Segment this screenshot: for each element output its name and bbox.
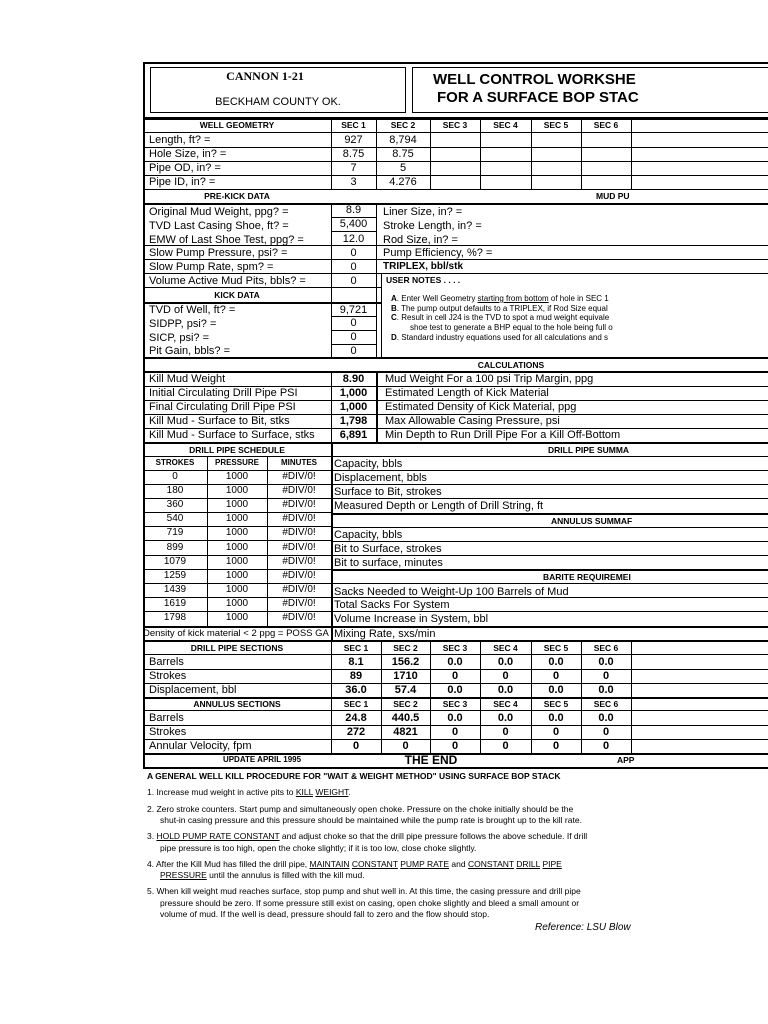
note-a: A. Enter Well Geometry starting from bottom of hole in SEC 1: [391, 294, 609, 303]
ann_sections-cell: 0: [502, 740, 509, 752]
barite-mixing-rate: Mixing Rate, sxs/min: [334, 628, 436, 640]
geom-sec1-od: 7: [350, 162, 357, 174]
ann_sections-cell: 0: [352, 740, 360, 752]
calc-label-kill-mud-weight: Kill Mud Weight: [149, 373, 226, 385]
schedule-pressure: 1000: [225, 485, 249, 497]
calculations-header: CALCULATIONS: [477, 360, 545, 370]
dp_sections-col-sec-5: SEC 5: [543, 643, 569, 653]
kick-value-pit-gain: 0: [350, 345, 357, 357]
schedule-footnote: Density of kick material < 2 ppg = POSS GA: [143, 628, 329, 639]
update-label: UPDATE APRIL 1995: [222, 755, 302, 764]
pump-stroke-length: Stroke Length, in? =: [383, 220, 482, 232]
schedule-pressure: 1000: [225, 569, 249, 581]
dp_sections-cell: 156.2: [391, 656, 420, 668]
dp_sections-row-label: Barrels: [149, 656, 184, 668]
schedule-strokes: 1619: [163, 597, 187, 609]
schedule-strokes: 180: [166, 485, 184, 497]
sec-1-header: SEC 1: [341, 120, 366, 130]
dp_sections-cell: 0: [451, 670, 459, 682]
schedule-minutes: #DIV/0!: [282, 541, 316, 553]
ann_sections-cell: 0: [451, 740, 459, 752]
prekick-value-mud-weight: 8.9: [345, 204, 362, 216]
schedule-minutes: #DIV/0!: [282, 597, 316, 609]
calc-label-icp: Initial Circulating Drill Pipe PSI: [149, 387, 298, 399]
schedule-strokes: 1079: [163, 555, 187, 567]
schedule-pressure: 1000: [225, 527, 249, 539]
calc-label-surface-bit: Kill Mud - Surface to Bit, stks: [149, 415, 290, 427]
procedure-step-4: 4. After the Kill Mud has filled the drill pipe, MAINTAIN CONSTANT PUMP RATE and CONSTANT DRILL PIPE: [147, 859, 562, 869]
ann_sections-col-sec-3: SEC 3: [442, 699, 468, 709]
dp_sections-cell: 36.0: [345, 684, 367, 696]
ann-sections-header: ANNULUS SECTIONS: [193, 699, 281, 709]
ann_sections-cell: 272: [346, 726, 366, 738]
note-d: D. Standard industry equations used for all calculations and s: [391, 333, 609, 342]
geom-sec2-length: 8,794: [389, 134, 417, 146]
prekick-label-slow-rate: Slow Pump Rate, spm? =: [149, 261, 274, 273]
kick-value-sicp: 0: [350, 331, 357, 343]
procedure-step-5-cont-2: volume of mud. If the well is dead, pressure should fall to zero and the flow should stop.: [160, 909, 490, 919]
schedule-minutes: #DIV/0!: [282, 499, 316, 511]
dp_sections-cell: 0: [502, 670, 509, 682]
geom-label-od: Pipe OD, in? =: [149, 162, 221, 174]
calc-right-max-casing: Max Allowable Casing Pressure, psi: [385, 415, 560, 427]
kick-value-tvd: 9,721: [339, 304, 368, 316]
dp_sections-cell: 0.0: [548, 684, 564, 696]
prekick-label-slow-pressure: Slow Pump Pressure, psi? =: [149, 247, 288, 259]
pump-triplex: TRIPLEX, bbl/stk: [383, 261, 464, 272]
procedure-step-2: 2. Zero stroke counters. Start pump and simultaneously open choke. Pressure on the choke initially should be the: [147, 804, 574, 814]
procedure-step-1: 1. Increase mud weight in active pits to KILL WEIGHT.: [147, 787, 351, 797]
barite-sacks-100: Sacks Needed to Weight-Up 100 Barrels of Mud: [334, 586, 569, 598]
dp-summary-surface-bit: Surface to Bit, strokes: [334, 486, 442, 498]
schedule-strokes: 1798: [163, 612, 187, 623]
ann_sections-cell: 24.8: [345, 712, 367, 724]
ann-summary-bit-surface: Bit to Surface, strokes: [334, 543, 442, 555]
schedule-minutes: #DIV/0!: [282, 471, 316, 482]
calc-label-surface-surface: Kill Mud - Surface to Surface, stks: [149, 429, 315, 441]
schedule-pressure: 1000: [225, 583, 249, 595]
schedule-pressure: 1000: [225, 597, 249, 609]
ann_sections-cell: 0.0: [447, 712, 463, 724]
dp_sections-col-sec-6: SEC 6: [593, 643, 619, 653]
calc-value-fcp: 1,000: [339, 401, 368, 413]
dp_sections-cell: 0.0: [447, 656, 463, 668]
prekick-value-pit-volume: 0: [350, 275, 357, 287]
procedure-title: A GENERAL WELL KILL PROCEDURE FOR "WAIT & WEIGHT METHOD" USING SURFACE BOP STACK: [147, 771, 561, 781]
schedule-minutes: #DIV/0!: [282, 569, 316, 581]
user-notes-label: USER NOTES . . . .: [386, 275, 461, 285]
prekick-value-emw: 12.0: [342, 233, 365, 245]
dp-summary-capacity: Capacity, bbls: [334, 458, 403, 470]
procedure-step-5: 5. When kill weight mud reaches surface, stop pump and shut well in. At this time, the casing pressure and drill pipe: [147, 886, 581, 896]
barite-header: BARITE REQUIREMEI: [543, 572, 631, 582]
dp_sections-col-sec-3: SEC 3: [442, 643, 468, 653]
dp_sections-cell: 0: [552, 670, 560, 682]
procedure-step-2-cont: shut-in casing pressure and this pressure should be maintained while the pump rate is brought up to the kill rate.: [160, 815, 582, 825]
location: BECKHAM COUNTY OK.: [215, 96, 341, 108]
schedule-minutes: #DIV/0!: [282, 555, 316, 567]
dp_sections-row-label: Displacement, bbl: [149, 684, 237, 696]
calc-label-fcp: Final Circulating Drill Pipe PSI: [149, 401, 296, 413]
geom-sec1-hole: 8.75: [342, 148, 365, 160]
sec-6-header: SEC 6: [593, 120, 619, 130]
dp_sections-cell: 0.0: [497, 656, 514, 668]
ann_sections-cell: 4821: [393, 726, 418, 738]
schedule-strokes: 719: [166, 527, 184, 539]
ann_sections-cell: 0: [552, 726, 560, 738]
procedure-step-5-cont-1: pressure should be zero. If some pressure still exist on casing, open choke slightly and bleed a small amount or: [160, 898, 580, 908]
schedule-strokes: 1259: [163, 569, 187, 581]
sec-4-header: SEC 4: [493, 120, 518, 130]
schedule-strokes: 1439: [163, 583, 187, 595]
dp_sections-cell: 0.0: [548, 656, 564, 668]
geom-sec1-length: 927: [344, 134, 363, 146]
prekick-value-slow-pressure: 0: [350, 247, 357, 259]
schedule-header: DRILL PIPE SCHEDULE: [189, 445, 285, 455]
the-end-label: THE END: [404, 753, 458, 767]
title-line-2: FOR A SURFACE BOP STAC: [437, 89, 639, 106]
ann_sections-cell: 0: [602, 740, 610, 752]
ann_sections-col-sec-6: SEC 6: [593, 699, 619, 709]
schedule-minutes: #DIV/0!: [282, 513, 316, 525]
calc-value-icp: 1,000: [339, 387, 368, 399]
schedule-pressure: 1000: [225, 471, 249, 482]
schedule-pressure: 1000: [225, 555, 249, 567]
calc-value-kill-mud-weight: 8.90: [342, 373, 365, 385]
ann_sections-row-label: Strokes: [149, 726, 187, 738]
dp_sections-cell: 89: [349, 670, 363, 682]
dp-summary-displacement: Displacement, bbls: [334, 472, 427, 484]
calc-value-surface-bit: 1,798: [339, 415, 368, 427]
sec-3-header: SEC 3: [442, 120, 468, 130]
schedule-minutes: #DIV/0!: [282, 485, 316, 497]
schedule-col-minutes: MINUTES: [281, 458, 317, 467]
ann_sections-cell: 0: [502, 726, 509, 738]
mud-pump-header: MUD PU: [596, 191, 630, 201]
prekick-label-casing-shoe: TVD Last Casing Shoe, ft? =: [149, 220, 289, 232]
dp_sections-col-sec-1: SEC 1: [343, 643, 369, 653]
geom-sec1-id: 3: [350, 176, 357, 188]
ann_sections-col-sec-4: SEC 4: [493, 699, 518, 709]
dp-sections-header: DRILL PIPE SECTIONS: [190, 643, 284, 653]
pump-rod-size: Rod Size, in? =: [383, 234, 458, 246]
procedure-step-3: 3. HOLD PUMP RATE CONSTANT and adjust choke so that the drill pipe pressure follows the above schedule. If drill: [147, 831, 588, 841]
ann_sections-cell: 0.0: [548, 712, 564, 724]
schedule-col-pressure: PRESSURE: [214, 458, 259, 467]
schedule-pressure: 1000: [225, 499, 249, 511]
app-label: APP: [617, 755, 635, 765]
dp_sections-cell: 0.0: [447, 684, 463, 696]
reference-label: Reference: LSU Blow: [535, 922, 631, 933]
ann_sections-cell: 440.5: [391, 712, 420, 724]
ann_sections-cell: 0: [552, 740, 560, 752]
schedule-minutes: #DIV/0!: [282, 612, 316, 623]
geom-label-length: Length, ft? =: [149, 134, 211, 146]
ann_sections-col-sec-5: SEC 5: [543, 699, 569, 709]
pre-kick-header: PRE-KICK DATA: [204, 191, 270, 201]
ann_sections-cell: 0: [451, 726, 459, 738]
kick-value-sidpp: 0: [350, 317, 357, 329]
ann_sections-cell: 0.0: [598, 712, 614, 724]
geom-label-hole: Hole Size, in? =: [149, 148, 227, 160]
ann-summary-minutes: Bit to surface, minutes: [334, 557, 443, 569]
geom-sec2-id: 4.276: [389, 176, 417, 188]
schedule-pressure: 1000: [225, 513, 249, 525]
schedule-pressure: 1000: [225, 541, 249, 553]
dp_sections-col-sec-4: SEC 4: [493, 643, 518, 653]
calc-right-min-depth: Min Depth to Run Drill Pipe For a Kill Off-Bottom: [385, 429, 621, 441]
kick-label-sidpp: SIDPP, psi? =: [149, 318, 217, 330]
schedule-strokes: 0: [172, 471, 178, 482]
calc-value-surface-surface: 6,891: [339, 429, 368, 441]
schedule-pressure: 1000: [225, 612, 249, 623]
dp-summary-measured-depth: Measured Depth or Length of Drill String, ft: [334, 500, 544, 512]
schedule-col-strokes: STROKES: [155, 458, 195, 467]
ann_sections-cell: 0: [602, 726, 610, 738]
dp_sections-cell: 8.1: [348, 656, 364, 668]
prekick-label-mud-weight: Original Mud Weight, ppg? =: [149, 206, 289, 218]
ann-summary-capacity: Capacity, bbls: [334, 529, 403, 541]
calc-right-trip-margin: Mud Weight For a 100 psi Trip Margin, ppg: [385, 373, 594, 385]
note-c: C. Result in cell J24 is the TVD to spot a mud weight equivale: [391, 313, 610, 322]
kick-data-header: KICK DATA: [214, 290, 260, 300]
note-c-cont: shoe test to generate a BHP equal to the hole being full o: [410, 323, 613, 332]
prekick-value-casing-shoe: 5,400: [339, 218, 368, 230]
schedule-strokes: 360: [166, 499, 184, 511]
prekick-label-pit-volume: Volume Active Mud Pits, bbls? =: [149, 275, 306, 287]
sec-2-header: SEC 2: [390, 120, 416, 130]
barite-total-sacks: Total Sacks For System: [334, 599, 450, 611]
schedule-minutes: #DIV/0!: [282, 527, 316, 539]
well-name: CANNON 1-21: [226, 69, 304, 83]
dp_sections-cell: 1710: [393, 670, 418, 682]
ann_sections-row-label: Barrels: [149, 712, 184, 724]
ann_sections-cell: 0.0: [497, 712, 514, 724]
barite-volume-increase: Volume Increase in System, bbl: [334, 613, 489, 625]
schedule-minutes: #DIV/0!: [282, 583, 316, 595]
dp_sections-col-sec-2: SEC 2: [393, 643, 418, 653]
dp_sections-cell: 57.4: [394, 684, 417, 696]
kick-label-tvd: TVD of Well, ft? =: [149, 304, 236, 316]
annulus-summary-header: ANNULUS SUMMAF: [551, 516, 633, 526]
well-geometry-header: WELL GEOMETRY: [199, 120, 275, 130]
kick-label-sicp: SICP, psi? =: [149, 332, 210, 344]
ann_sections-cell: 0: [402, 740, 409, 752]
procedure-step-3-cont: pipe pressure is too high, open the choke slightly; if it is too low, close choke slightly.: [160, 843, 477, 853]
dp-summary-header: DRILL PIPE SUMMA: [548, 445, 630, 455]
geom-sec2-od: 5: [399, 162, 407, 174]
prekick-label-emw: EMW of Last Shoe Test, ppg? =: [149, 234, 304, 246]
ann_sections-col-sec-2: SEC 2: [393, 699, 418, 709]
dp_sections-row-label: Strokes: [149, 670, 187, 682]
prekick-value-slow-rate: 0: [350, 261, 357, 273]
pump-liner-size: Liner Size, in? =: [383, 206, 463, 218]
calc-right-kick-length: Estimated Length of Kick Material: [385, 387, 549, 399]
procedure-step-4-cont: PRESSURE until the annulus is filled with the kill mud.: [160, 870, 365, 880]
title-line-1: WELL CONTROL WORKSHE: [433, 71, 636, 88]
pump-efficiency: Pump Efficiency, %? =: [383, 247, 493, 259]
ann_sections-row-label: Annular Velocity, fpm: [149, 740, 252, 752]
dp_sections-cell: 0.0: [598, 656, 614, 668]
kick-label-pit-gain: Pit Gain, bbls? =: [149, 345, 231, 357]
note-b: B. The pump output defaults to a TRIPLEX, if Rod Size equal: [391, 304, 608, 313]
dp_sections-cell: 0.0: [598, 684, 614, 696]
schedule-strokes: 899: [166, 541, 184, 553]
sec-5-header: SEC 5: [543, 120, 569, 130]
schedule-strokes: 540: [166, 513, 184, 525]
calc-right-kick-density: Estimated Density of Kick Material, ppg: [385, 401, 577, 413]
geom-sec2-hole: 8.75: [392, 148, 414, 160]
dp_sections-cell: 0: [602, 670, 610, 682]
geom-label-id: Pipe ID, in? =: [149, 176, 216, 188]
dp_sections-cell: 0.0: [497, 684, 514, 696]
ann_sections-col-sec-1: SEC 1: [343, 699, 369, 709]
